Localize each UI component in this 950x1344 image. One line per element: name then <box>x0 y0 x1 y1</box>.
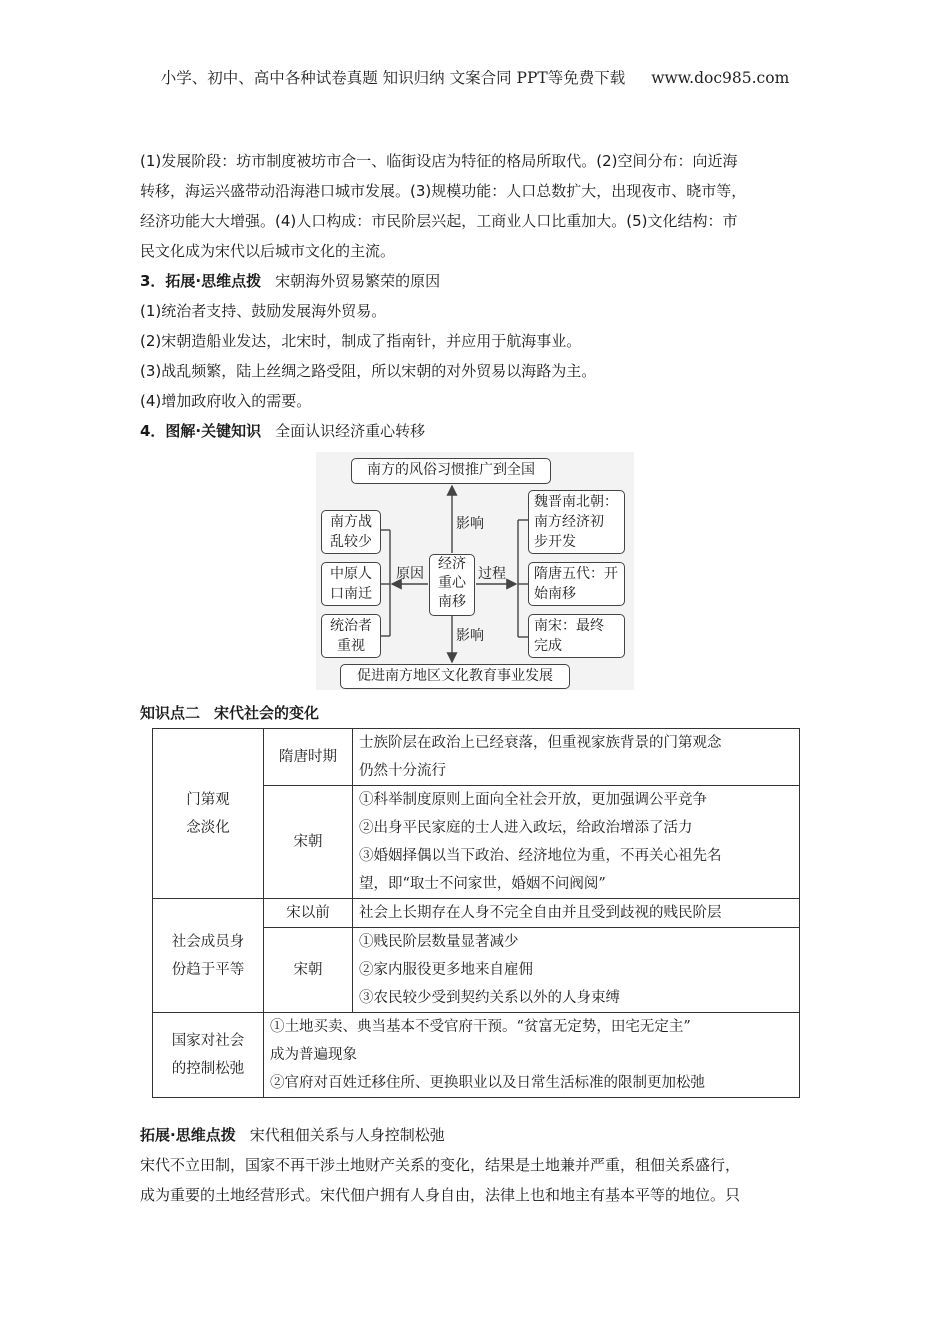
content-cell <box>353 786 800 899</box>
content-line: 仍然十分流行 <box>359 763 446 779</box>
main-content <box>140 146 812 1210</box>
category-line: 念淡化 <box>186 819 230 836</box>
content-line: ①土地买卖、典当基本不受官府干预。“贫富无定势，田宅无定主” <box>270 1019 691 1035</box>
category-cell <box>153 899 264 1013</box>
economic-center-diagram <box>316 452 634 690</box>
intro-line: 转移，海运兴盛带动沿海港口城市发展。(3)规模功能：人口总数扩大，出现夜市、晓市等， <box>140 182 747 200</box>
content-line: 成为普遍现象 <box>270 1047 357 1063</box>
extension-line: 成为重要的土地经营形式。宋代佃户拥有人身自由，法律上也和地主有基本平等的地位。只 <box>140 1186 741 1204</box>
intro-line: (1)发展阶段：坊市制度被坊市合一、临街设店为特征的格局所取代。(2)空间分布：向近海 <box>140 152 738 170</box>
table-row <box>153 1013 800 1098</box>
section4-tag: 4．图解·关键知识 <box>140 422 262 440</box>
content-line: ①贱民阶层数量显著减少 <box>359 934 519 950</box>
content-cell <box>353 928 800 1013</box>
category-cell <box>153 1013 264 1098</box>
center-line: 重心 <box>438 575 466 591</box>
content-line: ③农民较少受到契约关系以外的人身束缚 <box>359 990 620 1006</box>
process-line: 魏晋南北朝： <box>534 494 618 510</box>
process-line: 始南移 <box>534 586 576 602</box>
category-cell <box>153 729 264 899</box>
cause-box-1 <box>321 510 381 554</box>
category-line: 社会成员身 <box>171 933 245 950</box>
cause-box-2 <box>321 562 381 606</box>
section3-title: 宋朝海外贸易繁荣的原因 <box>275 272 441 290</box>
extension-heading <box>140 1120 812 1150</box>
table-row <box>153 729 800 786</box>
cause-line: 南方战 <box>330 514 372 530</box>
knowledge2-tag: 知识点二 <box>140 704 201 722</box>
process-line: 隋唐五代：开 <box>534 566 618 582</box>
song-society-table <box>152 728 800 1098</box>
cause-line: 乱较少 <box>330 534 372 550</box>
knowledge2-title: 宋代社会的变化 <box>214 704 320 722</box>
process-box-3 <box>528 614 625 658</box>
header-text: 小学、初中、高中各种试卷真题 知识归纳 文案合同 PPT等免费下载 <box>160 69 626 87</box>
period-cell: 隋唐时期 <box>264 729 353 786</box>
extension-line: 宋代不立田制，国家不再干涉土地财产关系的变化，结果是土地兼并严重，租佃关系盛行， <box>140 1156 741 1174</box>
process-box-2 <box>528 562 625 606</box>
cause-line: 中原人 <box>330 566 372 582</box>
period-cell: 宋以前 <box>264 899 353 928</box>
content-line: 社会上长期存在人身不完全自由并且受到歧视的贱民阶层 <box>359 905 722 921</box>
cause-line: 口南迁 <box>330 586 372 602</box>
category-line: 份趋于平等 <box>171 961 245 978</box>
cause-line: 重视 <box>337 638 365 654</box>
cause-line: 统治者 <box>330 618 372 634</box>
section4-title: 全面认识经济重心转移 <box>275 422 426 440</box>
section3-tag: 3．拓展·思维点拨 <box>140 272 262 290</box>
section3-item: (2)宋朝造船业发达，北宋时，制成了指南针，并应用于航海事业。 <box>140 332 582 350</box>
content-line: ②官府对百姓迁移住所、更换职业以及日常生活标准的限制更加松弛 <box>270 1075 705 1091</box>
content-line: 望，即“取士不问家世，婚姻不问阀阅” <box>359 876 606 892</box>
influence-top-label: 影响 <box>456 516 484 532</box>
content-cell <box>353 729 800 786</box>
category-line: 的控制松弛 <box>171 1061 245 1077</box>
page-header <box>0 66 950 88</box>
influence-bottom-label: 影响 <box>456 628 484 644</box>
category-line: 门第观 <box>186 791 230 808</box>
content-cell <box>353 899 800 928</box>
category-line: 国家对社会 <box>171 1033 245 1049</box>
content-line: ②家内服役更多地来自雇佣 <box>359 962 533 978</box>
cause-label: 原因 <box>396 566 424 582</box>
section3-item: (4)增加政府收入的需要。 <box>140 392 312 410</box>
extension-tag: 拓展·思维点拨 <box>140 1126 236 1144</box>
process-line: 步开发 <box>534 534 576 550</box>
content-line: ③婚姻择偶以当下政治、经济地位为重，不再关心祖先名 <box>359 848 722 864</box>
intro-paragraph <box>140 146 812 266</box>
intro-line: 经济功能大大增强。(4)人口构成：市民阶层兴起，工商业人口比重加大。(5)文化结构：市 <box>140 212 738 230</box>
content-line: ②出身平民家庭的士人进入政坛，给政治增添了活力 <box>359 820 693 836</box>
section4-heading <box>140 416 812 446</box>
process-line: 完成 <box>534 638 562 654</box>
table-row <box>153 899 800 928</box>
intro-line: 民文化成为宋代以后城市文化的主流。 <box>140 242 396 260</box>
section3-item: (1)统治者支持、鼓励发展海外贸易。 <box>140 302 387 320</box>
content-line: ①科举制度原则上面向全社会开放，更加强调公平竞争 <box>359 792 707 808</box>
process-line: 南方经济初 <box>534 514 604 530</box>
process-label: 过程 <box>478 566 506 582</box>
content-cell <box>264 1013 800 1098</box>
section3-heading <box>140 266 812 296</box>
center-line: 经济 <box>438 556 466 572</box>
center-line: 南移 <box>438 594 466 610</box>
period-cell: 宋朝 <box>264 928 353 1013</box>
section3-item: (3)战乱频繁，陆上丝绸之路受阻，所以宋朝的对外贸易以海路为主。 <box>140 362 597 380</box>
diagram-bottom-box: 促进南方地区文化教育事业发展 <box>340 664 570 689</box>
process-box-1 <box>528 490 625 554</box>
process-line: 南宋：最终 <box>534 618 604 634</box>
extension-title: 宋代租佃关系与人身控制松弛 <box>249 1126 445 1144</box>
cause-box-3 <box>321 614 381 658</box>
diagram-top-box: 南方的风俗习惯推广到全国 <box>351 458 551 484</box>
period-cell: 宋朝 <box>264 786 353 899</box>
knowledge2-heading <box>140 698 812 728</box>
header-site: www.doc985.com <box>651 69 790 87</box>
diagram-center-box <box>429 554 475 616</box>
content-line: 士族阶层在政治上已经衰落，但重视家族背景的门第观念 <box>359 735 722 751</box>
